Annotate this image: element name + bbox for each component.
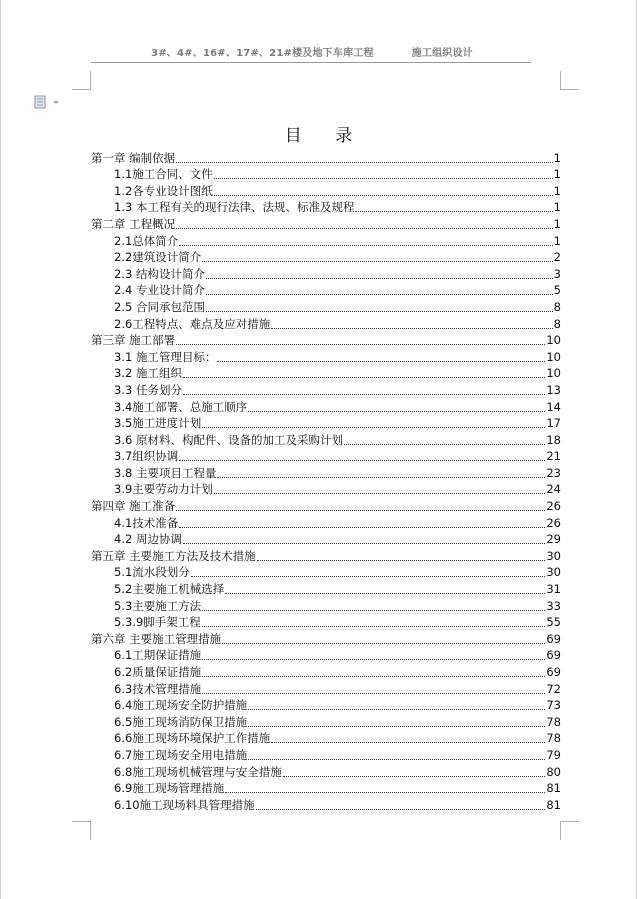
toc-page-number: 23 bbox=[546, 465, 561, 480]
margin-mark-bottom-right bbox=[560, 821, 579, 840]
toc-dot-leader bbox=[214, 492, 546, 494]
margin-mark-top-right bbox=[560, 71, 579, 90]
toc-section-entry[interactable] bbox=[91, 397, 561, 414]
toc-entry-label: 6.5施工现场消防保卫措施 bbox=[114, 714, 248, 729]
toc-dot-leader bbox=[179, 244, 552, 246]
margin-mark-bottom-left bbox=[72, 821, 91, 840]
toc-page-number: 69 bbox=[546, 631, 561, 646]
toc-section-entry[interactable] bbox=[91, 795, 561, 812]
toc-dot-leader bbox=[271, 741, 545, 743]
toc-section-entry[interactable] bbox=[91, 779, 561, 796]
toc-dot-leader bbox=[257, 559, 546, 561]
toc-section-entry[interactable] bbox=[91, 165, 561, 182]
toc-entry-label: 2.1总体简介 bbox=[114, 233, 179, 248]
paste-options-icon[interactable] bbox=[34, 94, 62, 108]
toc-page-number: 69 bbox=[546, 648, 561, 663]
toc-entry-label: 2.6工程特点、难点及应对措施 bbox=[114, 316, 271, 331]
toc-section-entry[interactable] bbox=[91, 530, 561, 547]
toc-section-entry[interactable] bbox=[91, 447, 561, 464]
toc-section-entry[interactable] bbox=[91, 762, 561, 779]
toc-page-number: 81 bbox=[546, 781, 561, 796]
toc-section-entry[interactable] bbox=[91, 729, 561, 746]
toc-page-number: 26 bbox=[546, 499, 561, 514]
toc-section-entry[interactable] bbox=[91, 264, 561, 281]
toc-entry-label: 3.3 任务划分 bbox=[114, 382, 182, 397]
toc-entry-label: 6.4施工现场安全防护措施 bbox=[114, 698, 248, 713]
toc-page-number: 72 bbox=[546, 681, 561, 696]
toc-page-number: 5 bbox=[553, 283, 561, 298]
toc-entry-label: 2.5 合同承包范围 bbox=[114, 299, 205, 314]
toc-chapter-entry[interactable] bbox=[91, 496, 561, 513]
toc-chapter-entry[interactable] bbox=[91, 629, 561, 646]
toc-page-number: 8 bbox=[553, 299, 561, 314]
toc-section-entry[interactable] bbox=[91, 463, 561, 480]
toc-page-number: 30 bbox=[546, 565, 561, 580]
toc-page-number: 33 bbox=[546, 598, 561, 613]
toc-dot-leader bbox=[271, 327, 552, 329]
toc-chapter-entry[interactable] bbox=[91, 331, 561, 348]
toc-dot-leader bbox=[202, 658, 545, 660]
toc-page-number: 8 bbox=[553, 316, 561, 331]
toc-section-entry[interactable] bbox=[91, 480, 561, 497]
toc-page-number: 21 bbox=[546, 449, 561, 464]
toc-section-entry[interactable] bbox=[91, 646, 561, 663]
toc-dot-leader bbox=[176, 509, 545, 511]
toc-entry-label: 2.4 专业设计简介 bbox=[114, 283, 205, 298]
toc-page-number: 78 bbox=[546, 714, 561, 729]
toc-entry-label: 5.2主要施工机械选择 bbox=[114, 582, 225, 597]
toc-dot-leader bbox=[183, 542, 545, 544]
toc-dot-leader bbox=[183, 393, 545, 395]
toc-entry-label: 6.6施工现场环境保护工作措施 bbox=[114, 731, 271, 746]
toc-page-number: 55 bbox=[546, 615, 561, 630]
toc-page-number: 1 bbox=[553, 167, 561, 182]
toc-page-number: 13 bbox=[546, 382, 561, 397]
toc-dot-leader bbox=[183, 376, 545, 378]
toc-page-number: 31 bbox=[546, 582, 561, 597]
toc-entry-label: 5.3.9脚手架工程 bbox=[114, 615, 201, 630]
toc-section-entry[interactable] bbox=[91, 364, 561, 381]
toc-entry-label: 5.3主要施工方法 bbox=[114, 598, 202, 613]
toc-dot-leader bbox=[248, 758, 545, 760]
toc-dot-leader bbox=[256, 808, 546, 810]
toc-dot-leader bbox=[176, 343, 545, 345]
header-doc-title: 施工组织设计 bbox=[411, 48, 473, 59]
toc-entry-label: 3.5施工进度计划 bbox=[114, 416, 202, 431]
toc-dot-leader bbox=[217, 360, 545, 362]
toc-entry-label: 第一章 编制依据 bbox=[91, 150, 176, 165]
toc-page-number: 30 bbox=[546, 548, 561, 563]
header-project: 3#、4#、16#、17#、21#楼及地下车库工程 bbox=[151, 48, 374, 59]
toc-page-number: 24 bbox=[546, 482, 561, 497]
toc-section-entry[interactable] bbox=[91, 414, 561, 431]
toc-entry-label: 1.3 本工程有关的现行法律、法规、标准及规程 bbox=[114, 200, 355, 215]
toc-section-entry[interactable] bbox=[91, 297, 561, 314]
toc-dot-leader bbox=[355, 210, 552, 212]
toc-dot-leader bbox=[225, 592, 545, 594]
toc-dot-leader bbox=[217, 476, 545, 478]
toc-section-entry[interactable] bbox=[91, 347, 561, 364]
toc-dot-leader bbox=[214, 177, 553, 179]
toc-page-number: 80 bbox=[546, 764, 561, 779]
toc-page-number: 14 bbox=[546, 399, 561, 414]
toc-dot-leader bbox=[222, 642, 545, 644]
toc-section-entry[interactable] bbox=[91, 231, 561, 248]
toc-dot-leader bbox=[202, 692, 545, 694]
toc-page-number: 1 bbox=[553, 233, 561, 248]
toc-entry-label: 第四章 施工准备 bbox=[91, 499, 176, 514]
toc-dot-leader bbox=[206, 293, 553, 295]
toc-page-number: 3 bbox=[553, 266, 561, 281]
toc-entry-label: 4.2 周边协调 bbox=[114, 532, 182, 547]
toc-dot-leader bbox=[191, 575, 546, 577]
toc-section-entry[interactable] bbox=[91, 380, 561, 397]
toc-section-entry[interactable] bbox=[91, 563, 561, 580]
toc-page-number: 69 bbox=[546, 665, 561, 679]
toc-entry-label: 第五章 主要施工方法及技术措施 bbox=[91, 548, 256, 563]
toc-page-number: 79 bbox=[546, 747, 561, 762]
toc-section-entry[interactable] bbox=[91, 613, 561, 630]
toc-page-number: 18 bbox=[546, 432, 561, 447]
toc-chapter-entry[interactable] bbox=[91, 546, 561, 563]
toc-page-number: 2 bbox=[553, 250, 561, 265]
toc-entry-label: 3.6 原材料、构配件、设备的加工及采购计划 bbox=[114, 432, 343, 447]
toc-dot-leader bbox=[225, 791, 545, 793]
toc-section-entry[interactable] bbox=[91, 281, 561, 298]
toc-entry-label: 6.1工期保证措施 bbox=[114, 648, 202, 663]
toc-section-entry[interactable] bbox=[91, 248, 561, 265]
toc-entry-label: 3.2 施工组织 bbox=[114, 366, 182, 381]
toc-entry-label: 3.8 主要项目工程量 bbox=[114, 465, 217, 480]
toc-section-entry[interactable] bbox=[91, 513, 561, 530]
toc-section-entry[interactable] bbox=[91, 430, 561, 447]
toc-dot-leader bbox=[202, 260, 552, 262]
toc-entry-label: 6.10施工现场料具管理措施 bbox=[114, 797, 255, 812]
toc-entry-label: 6.8施工现场机械管理与安全措施 bbox=[114, 764, 282, 779]
toc-dot-leader bbox=[214, 194, 553, 196]
toc-dot-leader bbox=[206, 277, 553, 279]
header-rule bbox=[91, 62, 531, 63]
toc-page-number: 10 bbox=[546, 366, 561, 381]
toc-page-number: 73 bbox=[546, 698, 561, 713]
toc-dot-leader bbox=[202, 609, 545, 611]
toc-entry-label: 第六章 主要施工管理措施 bbox=[91, 631, 222, 646]
toc-dot-leader bbox=[176, 161, 553, 163]
toc-page-number: 1 bbox=[553, 150, 561, 165]
toc-section-entry[interactable] bbox=[91, 696, 561, 713]
toc-entry-label: 3.1 施工管理目标： bbox=[114, 349, 217, 364]
toc-section-entry[interactable] bbox=[91, 198, 561, 215]
toc-entry-label: 2.2建筑设计简介 bbox=[114, 250, 202, 265]
toc-dot-leader bbox=[176, 227, 553, 229]
toc-page-number: 26 bbox=[546, 515, 561, 530]
toc-dot-leader bbox=[344, 443, 545, 445]
toc-section-entry[interactable] bbox=[91, 579, 561, 596]
toc-dot-leader bbox=[202, 625, 546, 627]
toc-section-entry[interactable] bbox=[91, 679, 561, 696]
toc-entry-label: 4.1技术准备 bbox=[114, 515, 179, 530]
toc-page-number: 1 bbox=[553, 183, 561, 198]
toc-dot-leader bbox=[202, 675, 545, 677]
toc-page-number: 17 bbox=[546, 416, 561, 431]
page-header bbox=[92, 44, 532, 59]
toc-dot-leader bbox=[248, 708, 545, 710]
toc-page-number: 78 bbox=[546, 731, 561, 746]
table-of-contents bbox=[91, 148, 561, 812]
toc-entry-label: 3.7组织协调 bbox=[114, 449, 179, 464]
toc-dot-leader bbox=[179, 526, 545, 528]
toc-section-entry[interactable] bbox=[91, 314, 561, 331]
toc-dot-leader bbox=[179, 459, 545, 461]
toc-entry-label: 1.2各专业设计图纸 bbox=[114, 183, 213, 198]
toc-dot-leader bbox=[202, 426, 545, 428]
toc-entry-label: 2.3 结构设计简介 bbox=[114, 266, 205, 281]
toc-entry-label: 第二章 工程概况 bbox=[91, 216, 176, 231]
toc-entry-label: 6.2质量保证措施 bbox=[114, 665, 202, 679]
toc-page-number: 10 bbox=[546, 349, 561, 364]
toc-chapter-entry[interactable] bbox=[91, 214, 561, 231]
toc-section-entry[interactable] bbox=[91, 662, 561, 679]
toc-section-entry[interactable] bbox=[91, 712, 561, 729]
toc-page-number: 1 bbox=[553, 200, 561, 215]
toc-page-number: 10 bbox=[546, 333, 561, 348]
toc-entry-label: 3.4施工部署、总施工顺序 bbox=[114, 399, 248, 414]
toc-section-entry[interactable] bbox=[91, 596, 561, 613]
toc-dot-leader bbox=[206, 310, 553, 312]
toc-entry-label: 6.3技术管理措施 bbox=[114, 681, 202, 696]
toc-section-entry[interactable] bbox=[91, 181, 561, 198]
toc-entry-label: 3.9主要劳动力计划 bbox=[114, 482, 213, 497]
toc-page-number: 1 bbox=[553, 216, 561, 231]
toc-entry-label: 6.9施工现场管理措施 bbox=[114, 781, 225, 796]
toc-dot-leader bbox=[283, 775, 546, 777]
toc-entry-label: 6.7施工现场安全用电措施 bbox=[114, 747, 248, 762]
toc-dot-leader bbox=[248, 410, 545, 412]
toc-dot-leader bbox=[248, 725, 545, 727]
toc-page-number: 81 bbox=[546, 797, 561, 812]
toc-entry-label: 第三章 施工部署 bbox=[91, 333, 176, 348]
margin-mark-top-left bbox=[72, 71, 91, 90]
toc-page-number: 29 bbox=[546, 532, 561, 547]
toc-section-entry[interactable] bbox=[91, 745, 561, 762]
toc-chapter-entry[interactable] bbox=[91, 148, 561, 165]
toc-title: 目 录 bbox=[284, 126, 367, 146]
toc-entry-label: 1.1施工合同、文件 bbox=[114, 167, 213, 182]
toc-entry-label: 5.1流水段划分 bbox=[114, 565, 190, 580]
